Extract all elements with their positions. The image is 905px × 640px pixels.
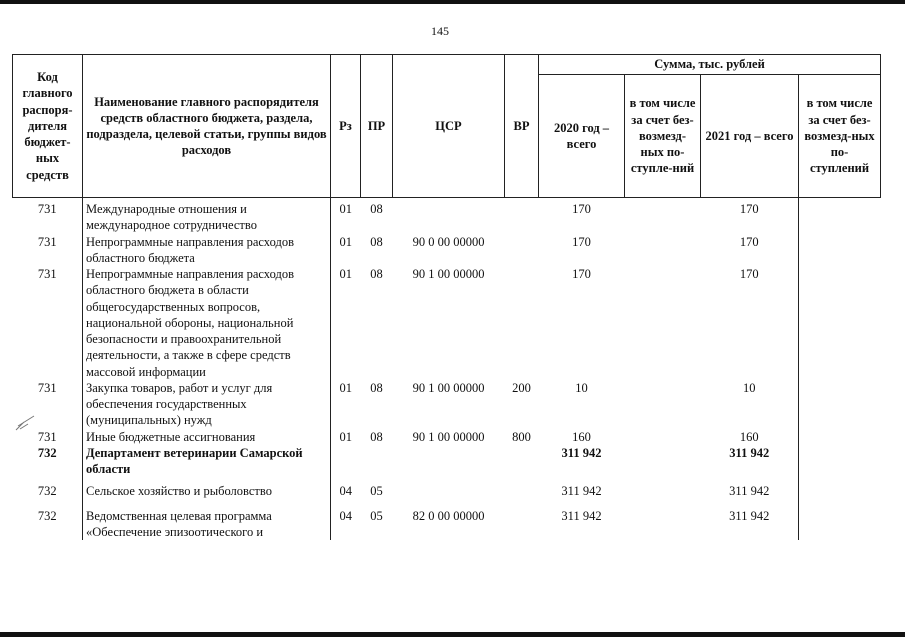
cell-pr: 08 <box>370 429 383 444</box>
cell-rz <box>331 445 361 478</box>
header-2020-total: 2020 год – всего <box>539 75 625 198</box>
header-row <box>13 55 881 75</box>
cell-csr: 90 0 00 00000 <box>412 234 485 249</box>
cell-2021-total: 170 <box>739 202 759 216</box>
header-rz: Рз <box>331 55 361 198</box>
header-2021-free: в том числе за счет без-возмезд-ных по-ступлений <box>799 75 881 198</box>
cell-name: Сельское хозяйство и рыболовство <box>83 477 331 499</box>
cell-2021-total: 10 <box>743 380 756 395</box>
cell-2021-total: 311 942 <box>729 508 770 523</box>
cell-2020-total: 170 <box>572 234 591 249</box>
header-2020-free: в том числе за счет без-возмезд-ных по-ступле-ний <box>625 75 701 198</box>
cell-pr: 08 <box>370 380 383 395</box>
header-vr: ВР <box>505 55 539 198</box>
table-row <box>13 429 881 445</box>
cell-name: Непрограммные направления расходов областного бюджета в области общегосударственных вопросов, национальной обороны, национальной безопасности и правоохранительной деятельности, а также в сфере средств массовой информации <box>83 266 331 380</box>
cell-code: 731 <box>37 429 57 444</box>
cell-code: 732 <box>37 445 57 460</box>
bottom-edge-rule <box>0 632 905 637</box>
page-number: 145 <box>431 24 449 38</box>
cell-2021-free <box>799 380 881 429</box>
cell-pr: 08 <box>370 202 383 216</box>
cell-pr: 05 <box>370 508 383 523</box>
cell-rz: 01 <box>331 380 361 429</box>
cell-csr: 82 0 00 00000 <box>412 508 485 523</box>
cell-pr: 05 <box>370 484 383 499</box>
table-row <box>13 380 881 429</box>
cell-2021-total: 170 <box>739 234 759 249</box>
cell-2020-free <box>625 198 701 234</box>
table-row <box>13 500 881 541</box>
cell-vr <box>505 500 539 541</box>
cell-2020-free <box>625 380 701 429</box>
cell-rz: 04 <box>331 477 361 499</box>
table-row <box>13 477 881 499</box>
cell-name: Иные бюджетные ассигнования <box>83 429 331 445</box>
cell-vr <box>505 234 539 267</box>
cell-2021-free <box>799 477 881 499</box>
cell-2021-total: 160 <box>739 429 759 444</box>
header-code: Код главного распоря-дителя бюджет-ных средств <box>13 55 83 198</box>
cell-vr <box>505 445 539 478</box>
cell-rz: 01 <box>331 266 361 380</box>
pencil-mark-scribble <box>14 410 40 432</box>
header-2021-total: 2021 год – всего <box>701 75 799 198</box>
cell-csr <box>393 477 505 499</box>
cell-code: 731 <box>37 234 57 249</box>
cell-name: Ведомственная целевая программа «Обеспечение эпизоотического и <box>83 500 331 541</box>
cell-2020-total: 10 <box>575 380 588 395</box>
cell-vr: 200 <box>512 380 531 395</box>
cell-vr <box>505 198 539 234</box>
cell-rz: 04 <box>331 500 361 541</box>
cell-2020-total: 160 <box>572 429 591 444</box>
cell-csr: 90 1 00 00000 <box>412 380 485 395</box>
cell-2020-free <box>625 429 701 445</box>
cell-code: 731 <box>37 380 57 395</box>
cell-rz: 01 <box>331 429 361 445</box>
header-pr: ПР <box>361 55 393 198</box>
cell-2021-free <box>799 429 881 445</box>
cell-name: Международные отношения и международное сотрудничество <box>83 198 331 234</box>
cell-name: Департамент ветеринарии Самарской области <box>83 445 331 478</box>
cell-2020-total: 311 942 <box>561 484 602 499</box>
cell-2021-free <box>799 198 881 234</box>
cell-2020-total: 311 942 <box>561 508 602 523</box>
cell-code: 731 <box>37 267 57 281</box>
cell-2020-free <box>625 234 701 267</box>
table-row <box>13 198 881 234</box>
cell-csr <box>393 198 505 234</box>
cell-vr <box>505 266 539 380</box>
cell-vr: 800 <box>512 429 531 444</box>
cell-rz: 01 <box>331 198 361 234</box>
cell-2020-total: 170 <box>572 202 591 216</box>
cell-2020-total: 170 <box>572 267 591 281</box>
cell-2021-free <box>799 266 881 380</box>
cell-2021-total: 170 <box>739 267 759 281</box>
cell-code: 732 <box>37 508 57 523</box>
table-row <box>13 266 881 380</box>
cell-rz: 01 <box>331 234 361 267</box>
cell-2020-free <box>625 477 701 499</box>
cell-name: Непрограммные направления расходов областного бюджета <box>83 234 331 267</box>
cell-vr <box>505 477 539 499</box>
cell-code: 732 <box>37 484 57 499</box>
cell-pr <box>361 445 393 478</box>
cell-2020-free <box>625 445 701 478</box>
cell-2021-total: 311 942 <box>729 484 770 499</box>
header-sum-group: Сумма, тыс. рублей <box>539 55 881 75</box>
cell-csr <box>393 445 505 478</box>
cell-name: Закупка товаров, работ и услуг для обеспечения государственных (муниципальных) нужд <box>83 380 331 429</box>
cell-pr: 08 <box>370 234 383 249</box>
table-row <box>13 234 881 267</box>
cell-code: 731 <box>37 202 57 216</box>
cell-2021-free <box>799 234 881 267</box>
header-csr: ЦСР <box>393 55 505 198</box>
cell-2020-total: 311 942 <box>561 445 602 460</box>
table-row <box>13 445 881 478</box>
cell-2021-free <box>799 500 881 541</box>
budget-table <box>12 54 881 540</box>
header-name: Наименование главного распорядителя средств областного бюджета, раздела, подраздела, целевой статьи, группы видов расходов <box>83 55 331 198</box>
cell-2021-total: 311 942 <box>729 445 770 460</box>
cell-pr: 08 <box>370 267 383 281</box>
cell-2021-free <box>799 445 881 478</box>
cell-2020-free <box>625 500 701 541</box>
cell-csr: 90 1 00 00000 <box>412 429 485 444</box>
cell-csr: 90 1 00 00000 <box>412 267 485 281</box>
top-edge-rule <box>0 0 905 4</box>
cell-2020-free <box>625 266 701 380</box>
